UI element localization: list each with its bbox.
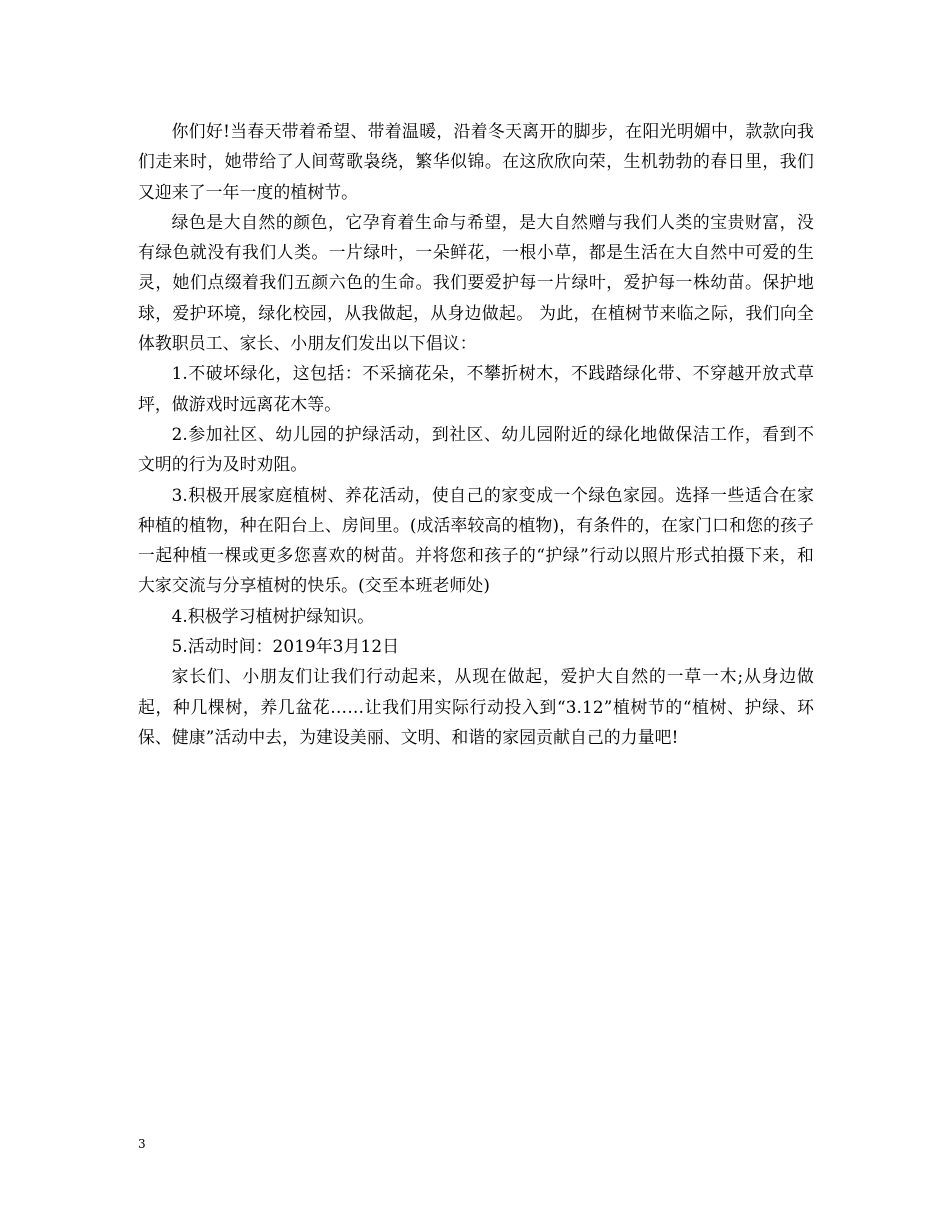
paragraph-closing: 家长们、小朋友们让我们行动起来，从现在做起，爱护大自然的一草一木;从身边做起，种几棵树，养几盆花……让我们用实际行动投入到“3.12”植树节的“植树、护绿、环保、健康”活动中去，为建设美丽、文明、和谐的家园贡献自己的力量吧! — [138, 666, 814, 747]
paragraph-green-intro: 绿色是大自然的颜色，它孕育着生命与希望，是大自然赠与我们人类的宝贵财富，没有绿色就没有我们人类。一片绿叶，一朵鲜花，一根小草，都是生活在大自然中可爱的生灵，她们点缀着我们五颜六色的生命。我们要爱护每一片绿叶，爱护每一株幼苗。保护地球，爱护环境，绿化校园，从我做起，从身边做起。 为此，在植树节来临之际，我们向全体教职员工、家长、小朋友们发出以下倡议： — [138, 211, 814, 354]
proposal-item-3: 3.积极开展家庭植树、养花活动，使自己的家变成一个绿色家园。选择一些适合在家种植的植物，种在阳台上、房间里。(成活率较高的植物)，有条件的，在家门口和您的孩子一起种植一棵或更多您喜欢的树苗。并将您和孩子的“护绿”行动以照片形式拍摄下来，和大家交流与分享植树的快乐。(交至本班老师处) — [138, 484, 814, 596]
page-number: 3 — [138, 1137, 146, 1151]
proposal-item-2: 2.参加社区、幼儿园的护绿活动，到社区、幼儿园附近的绿化地做保洁工作，看到不文明的行为及时劝阻。 — [138, 423, 814, 475]
document-body — [138, 116, 814, 752]
proposal-item-1: 1.不破坏绿化，这包括：不采摘花朵，不攀折树木，不践踏绿化带、不穿越开放式草坪，做游戏时远离花木等。 — [138, 363, 814, 414]
proposal-item-5: 5.活动时间：2019年3月12日 — [171, 636, 400, 657]
paragraph-greeting: 你们好!当春天带着希望、带着温暖，沿着冬天离开的脚步，在阳光明媚中，款款向我们走来时，她带给了人间莺歌袅绕，繁华似锦。在这欣欣向荣，生机勃勃的春日里，我们又迎来了一年一度的植树节。 — [138, 121, 814, 202]
proposal-item-4: 4.积极学习植树护绿知识。 — [171, 605, 375, 626]
